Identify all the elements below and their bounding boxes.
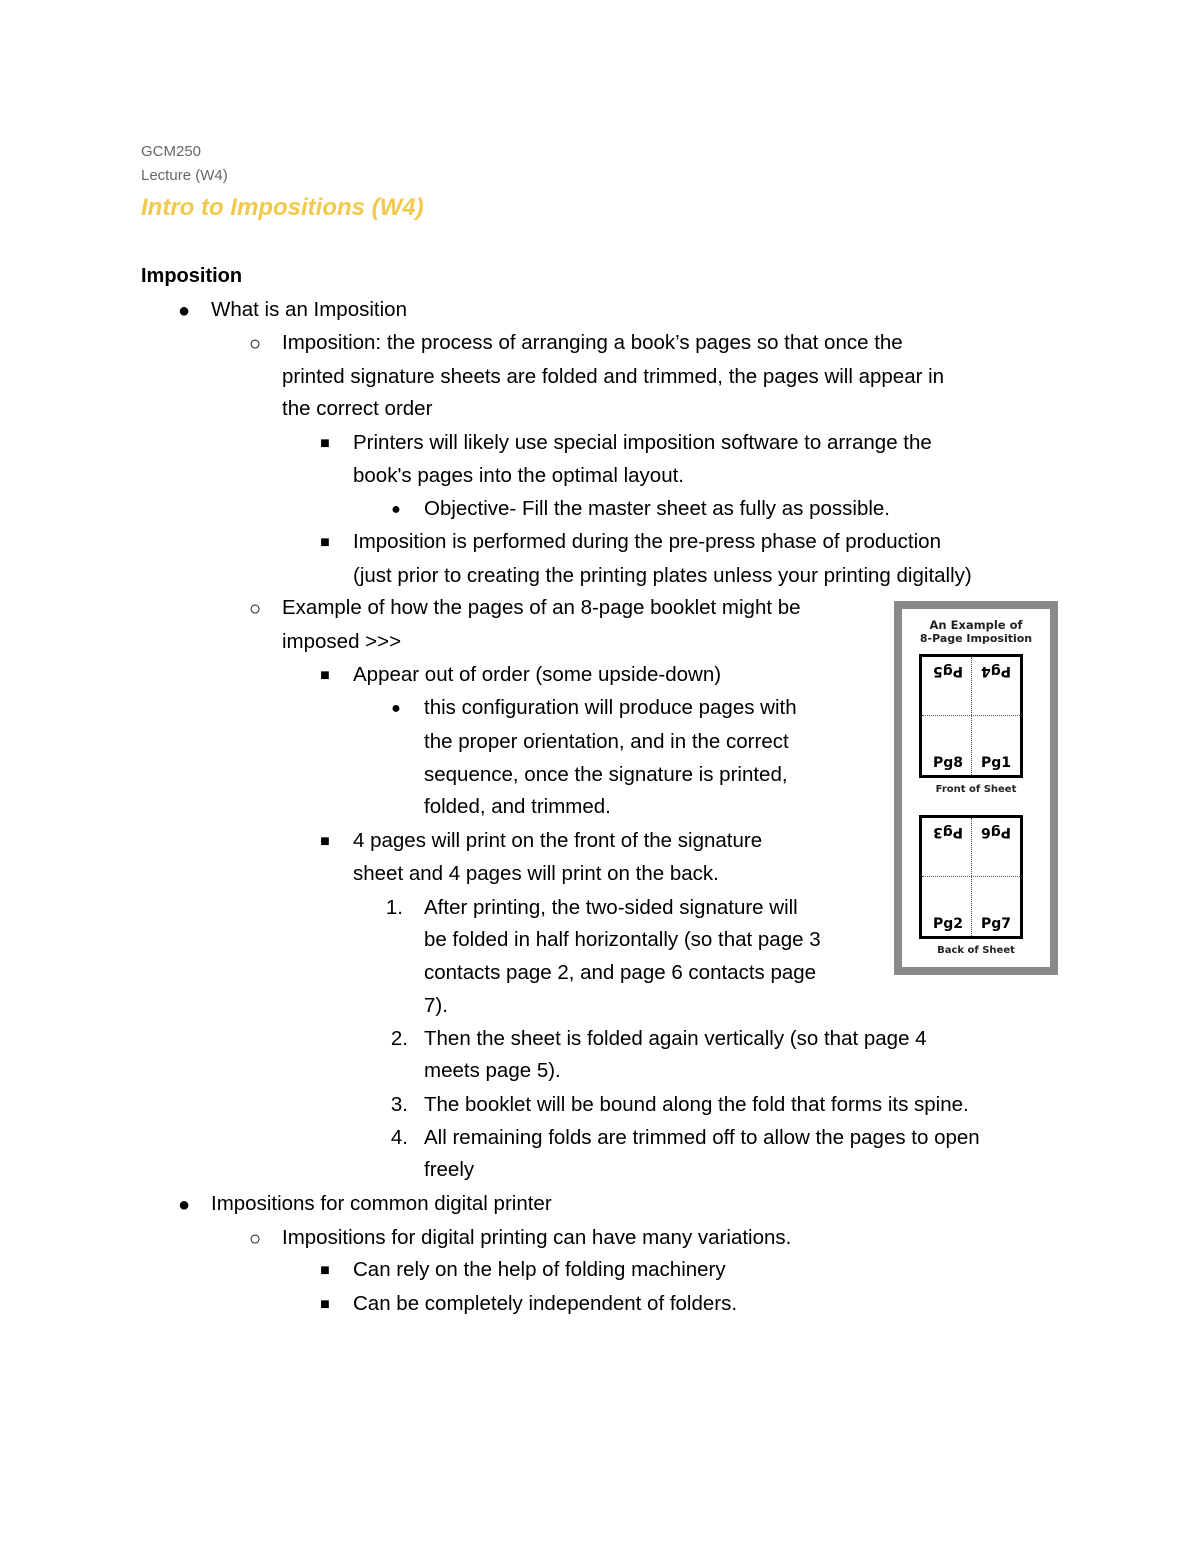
list-item-continuation: freely	[424, 1158, 475, 1181]
back-sheet	[919, 815, 1023, 939]
list-item: What is an Imposition	[211, 298, 407, 321]
list-item-continuation: folded, and trimmed.	[424, 795, 611, 818]
list-number: 4.	[390, 1126, 408, 1149]
list-item-continuation: imposed >>>	[282, 630, 402, 653]
list-item: After printing, the two-sided signature will	[424, 896, 798, 919]
list-item: The booklet will be bound along the fold that forms its spine.	[424, 1093, 969, 1116]
list-item-continuation: printed signature sheets are folded and trimmed, the pages will appear in	[282, 365, 945, 388]
figure-panel	[902, 609, 1050, 967]
course-code: GCM250	[141, 143, 202, 160]
bullet-disc-icon: ●	[177, 300, 191, 322]
section-heading: Imposition	[141, 265, 243, 287]
bullet-square-icon: ■	[320, 1262, 330, 1279]
bullet-square-icon: ■	[320, 534, 330, 551]
list-item-continuation: the correct order	[282, 397, 433, 420]
front-sheet	[919, 654, 1023, 778]
page-title: Intro to Impositions (W4)	[141, 194, 424, 221]
list-item: Objective- Fill the master sheet as fully as possible.	[424, 497, 890, 520]
page-label: Pg7	[980, 916, 1012, 932]
back-sheet-caption: Back of Sheet	[937, 945, 1015, 956]
list-item: All remaining folds are trimmed off to allow the pages to open	[424, 1126, 980, 1149]
list-item: Can rely on the help of folding machinery	[353, 1258, 726, 1281]
page-label: Pg4	[980, 663, 1012, 679]
list-item: 4 pages will print on the front of the signature	[353, 829, 763, 852]
bullet-circle-icon: ○	[248, 1228, 262, 1250]
page-label: Pg3	[932, 824, 964, 840]
list-item: Printers will likely use special imposition software to arrange the	[353, 431, 932, 454]
bullet-circle-icon: ○	[248, 598, 262, 620]
list-item: Imposition: the process of arranging a book’s pages so that once the	[282, 331, 903, 354]
bullet-disc-icon: ●	[391, 700, 401, 717]
bullet-square-icon: ■	[320, 435, 330, 452]
list-item-continuation: meets page 5).	[424, 1059, 561, 1082]
imposition-figure	[894, 601, 1058, 975]
list-item-continuation: the proper orientation, and in the correct	[424, 730, 789, 753]
list-item-continuation: be folded in half horizontally (so that page 3	[424, 928, 821, 951]
list-item: Then the sheet is folded again vertically (so that page 4	[424, 1027, 927, 1050]
list-item-continuation: contacts page 2, and page 6 contacts page	[424, 961, 817, 984]
list-number: 3.	[390, 1093, 408, 1116]
list-number: 2.	[390, 1027, 408, 1050]
page-label: Pg8	[932, 755, 964, 771]
fold-line-horizontal	[922, 715, 1020, 716]
front-sheet-caption: Front of Sheet	[935, 784, 1017, 795]
list-item: Impositions for common digital printer	[211, 1192, 552, 1215]
list-item-continuation: sheet and 4 pages will print on the back.	[353, 862, 719, 885]
list-item: Can be completely independent of folders.	[353, 1292, 738, 1315]
lecture-label: Lecture (W4)	[141, 167, 228, 184]
bullet-square-icon: ■	[320, 667, 330, 684]
bullet-square-icon: ■	[320, 833, 330, 850]
list-item: Impositions for digital printing can have many variations.	[282, 1226, 792, 1249]
page-label: Pg2	[932, 916, 964, 932]
bullet-square-icon: ■	[320, 1296, 330, 1313]
list-item: Imposition is performed during the pre-press phase of production	[353, 530, 941, 553]
page-label: Pg5	[932, 663, 964, 679]
page-label: Pg6	[980, 824, 1012, 840]
fold-line-horizontal	[922, 876, 1020, 877]
list-item: Example of how the pages of an 8-page booklet might be	[282, 596, 801, 619]
figure-title: An Example of	[929, 618, 1023, 632]
page-label: Pg1	[980, 755, 1012, 771]
list-number: 1.	[385, 896, 403, 919]
bullet-circle-icon: ○	[248, 333, 262, 355]
figure-subtitle: 8-Page Imposition	[919, 632, 1033, 645]
list-item-continuation: (just prior to creating the printing plates unless your printing digitally)	[353, 564, 972, 587]
list-item-continuation: 7).	[424, 994, 448, 1017]
list-item-continuation: sequence, once the signature is printed,	[424, 763, 788, 786]
list-item: Appear out of order (some upside-down)	[353, 663, 722, 686]
list-item: this configuration will produce pages with	[424, 696, 797, 719]
bullet-disc-icon: ●	[391, 501, 401, 518]
list-item-continuation: book's pages into the optimal layout.	[353, 464, 684, 487]
bullet-disc-icon: ●	[177, 1194, 191, 1216]
